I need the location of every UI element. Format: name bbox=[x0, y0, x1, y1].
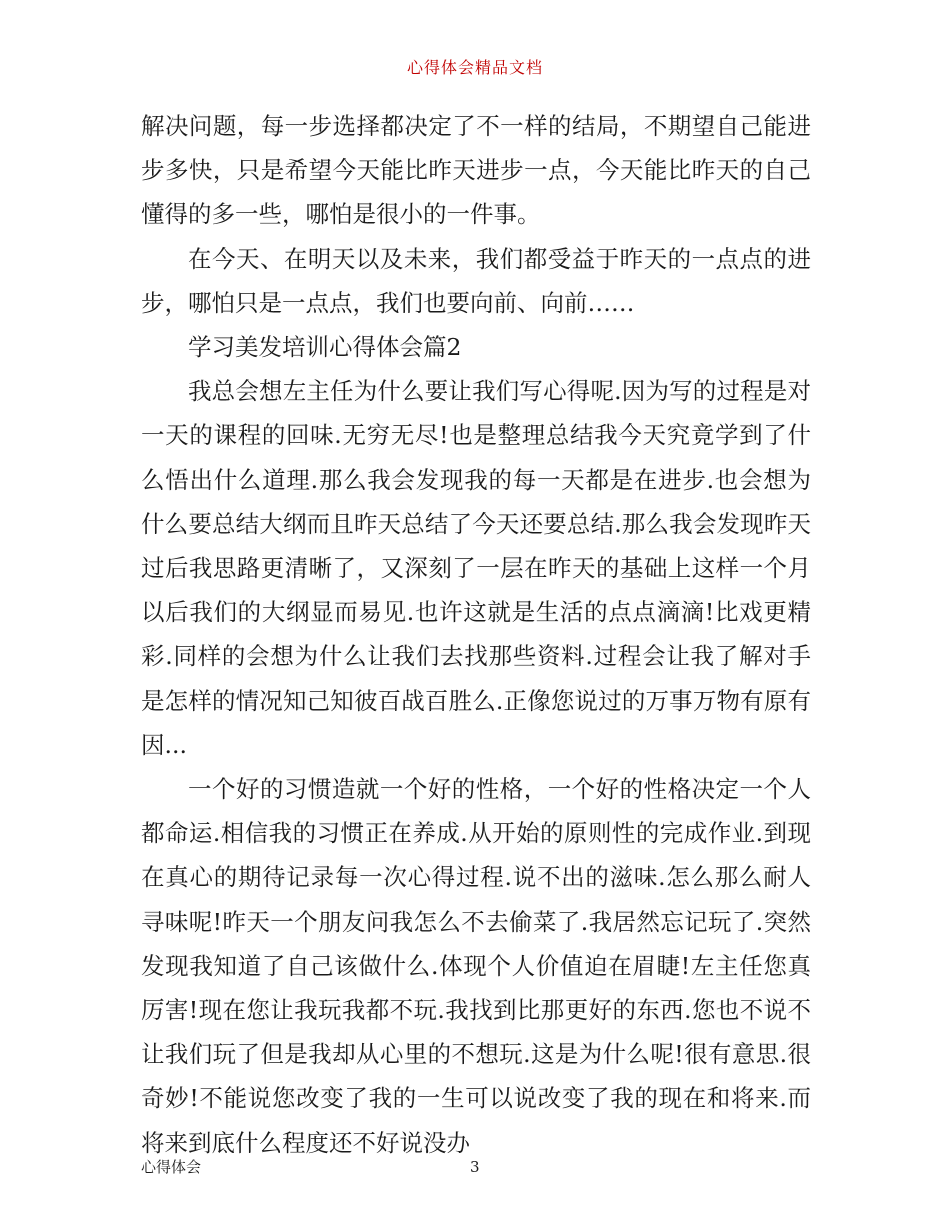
document-body bbox=[141, 104, 811, 1165]
paragraph: 一个好的习惯造就一个好的性格，一个好的性格决定一个人都命运.相信我的习惯正在养成.从开始的原则性的完成作业.到现在真心的期待记录每一次心得过程.说不出的滋味.怎么那么耐人寻味呢!昨天一个朋友问我怎么不去偷菜了.我居然忘记玩了.突然发现我知道了自己该做什么.体现个人价值迫在眉睫!左主任您真厉害!现在您让我玩我都不玩.我找到比那更好的东西.您也不说不让我们玩了但是我却从心里的不想玩.这是为什么呢!很有意思.很奇妙!不能说您改变了我的一生可以说改变了我的现在和将来.而将来到底什么程度还不好说没办 bbox=[141, 775, 811, 1157]
footer-label: 心得体会 bbox=[141, 1158, 202, 1176]
section-heading: 学习美发培训心得体会篇2 bbox=[188, 333, 462, 362]
page-number: 3 bbox=[470, 1158, 480, 1176]
paragraph: 我总会想左主任为什么要让我们写心得呢.因为写的过程是对一天的课程的回味.无穷无尽!也是整理总结我今天究竟学到了什么悟出什么道理.那么我会发现我的每一天都是在进步.也会想为什么要总结大纲而且昨天总结了今天还要总结.那么我会发现昨天过后我思路更清晰了，又深刻了一层在昨天的基础上这样一个月以后我们的大纲显而易见.也许这就是生活的点点滴滴!比戏更精彩.同样的会想为什么让我们去找那些资料.过程会让我了解对手是怎样的情况知己知彼百战百胜么.正像您说过的万事万物有原有因... bbox=[141, 377, 811, 759]
paragraph-continuation: 解决问题，每一步选择都决定了不一样的结局，不期望自己能进步多快，只是希望今天能比昨天进步一点，今天能比昨天的自己懂得的多一些，哪怕是很小的一件事。 bbox=[141, 112, 811, 229]
page-footer bbox=[141, 1156, 811, 1178]
page-header-title: 心得体会精品文档 bbox=[406, 58, 543, 77]
paragraph: 在今天、在明天以及未来，我们都受益于昨天的一点点的进步，哪怕只是一点点，我们也要向前、向前…… bbox=[141, 244, 811, 317]
